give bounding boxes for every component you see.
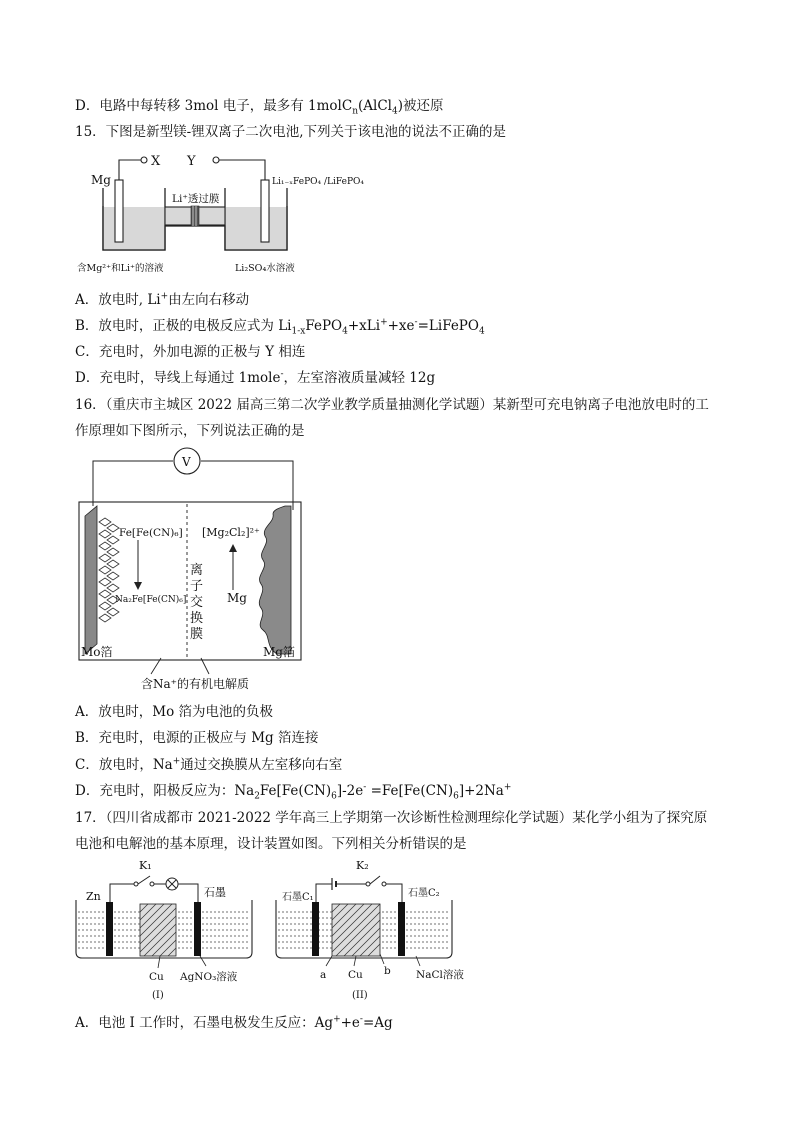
zn-electrode	[106, 902, 113, 956]
q16-option-c: C．放电时，Na+通过交换膜从左室移向右室	[75, 756, 343, 773]
q15-stem: 15．下图是新型镁-锂双离子二次电池,下列关于该电池的说法不正确的是	[75, 124, 507, 140]
cu-label-ii: Cu	[348, 969, 363, 981]
cell-i-label: (I)	[152, 990, 164, 1001]
graphite-label: 石墨	[204, 886, 226, 899]
q15-option-b: B．放电时，正极的电极反应式为 $Li_{1-x}FePO_4+xLi^++xe^-=LiFePO_4$	[75, 317, 485, 337]
graphite-c2-electrode	[398, 902, 405, 956]
membrane-char-1: 离	[190, 563, 204, 578]
na2fe-fe-cn6-label: Na₂Fe[Fe(CN)₆]	[115, 595, 187, 605]
q15-option-d: D．充电时，导线上每通过 1mole-，左室溶液质量减轻 12g	[75, 369, 436, 386]
fe-fe-cn6-label: Fe[Fe(CN)₆]	[119, 527, 183, 539]
graphite-c1-label: 石墨C₁	[282, 892, 314, 903]
membrane-char-5: 膜	[190, 627, 204, 642]
mg-foil	[259, 506, 291, 654]
mg-label: Mg	[227, 591, 247, 605]
q17-stem-line2: 电池和电解池的基本原理，设计装置如图。下列相关分析错误的是	[75, 836, 467, 852]
q16-option-b: B．充电时，电源的正极应与 Mg 箔连接	[75, 730, 319, 746]
li-membrane	[191, 206, 199, 226]
a-label: a	[320, 969, 327, 981]
agno3-label: AgNO₃溶液	[180, 971, 238, 983]
right-electrode-label: Li₁₋ₓFePO₄ /LiFePO₄	[272, 177, 365, 187]
cu-label-i: Cu	[149, 971, 164, 983]
q16-stem-line2: 作原理如下图所示，下列说法正确的是	[75, 423, 305, 439]
q16-option-d: D．充电时，阳极反应为：$Na_2Fe[Fe(CN)_6]-2e^- =Fe[Fe(CN)_6]+2Na^+$	[75, 782, 512, 802]
k1-label: K₁	[139, 859, 152, 872]
mo-foil-label: Mo箔	[81, 645, 113, 659]
cu-block-i	[140, 904, 176, 956]
nacl-label: NaCl溶液	[416, 969, 464, 981]
membrane-char-3: 交	[190, 595, 204, 610]
q17-cell-i-diagram	[70, 856, 270, 1006]
mg-label: Mg	[91, 173, 111, 187]
graphite-c1-electrode	[312, 902, 319, 956]
voltmeter-label: V	[182, 455, 191, 469]
q17-cell-ii-diagram	[270, 856, 500, 1006]
q15-option-c: C．充电时，外加电源的正极与 Y 相连	[75, 344, 306, 360]
q16-battery-diagram	[75, 444, 315, 694]
mg-foil-label: Mg箔	[263, 645, 295, 659]
x-terminal-label: X	[151, 154, 161, 169]
q15-option-a: A．放电时, Li+由左向右移动	[75, 291, 250, 308]
electrolyte-label: 含Na⁺的有机电解质	[141, 677, 249, 691]
b-label: b	[384, 965, 391, 977]
cell-ii-label: (II)	[352, 990, 368, 1001]
graphite-c2-label: 石墨C₂	[408, 888, 440, 899]
membrane-char-4: 换	[190, 611, 204, 626]
y-terminal-label: Y	[187, 154, 196, 169]
q16-option-a: A．放电时，Mo 箔为电池的负极	[75, 704, 273, 720]
q15-battery-diagram	[75, 150, 365, 280]
membrane-label: Li⁺透过膜	[172, 193, 220, 205]
mg2cl2-label: [Mg₂Cl₂]²⁺	[202, 526, 260, 539]
k2-label: K₂	[356, 859, 369, 872]
q17-option-a: A．电池 I 工作时，石墨电极发生反应：Ag++e-=Ag	[75, 1014, 393, 1031]
q17-stem-line1: 17．（四川省成都市 2021-2022 学年高三上学期第一次诊断性检测理综化学试题）某化学小组为了探究原	[75, 810, 708, 826]
q14-option-d: D．电路中每转移 3mol 电子，最多有 1molC$_n$(AlCl$_4$)被还原	[75, 98, 444, 117]
mg-electrode	[115, 180, 123, 242]
lifepo4-electrode	[261, 180, 269, 242]
mo-foil	[85, 506, 97, 654]
right-solution-label: Li₂SO₄水溶液	[235, 263, 295, 274]
left-solution-label: 含Mg²⁺和Li⁺的溶液	[77, 263, 164, 274]
graphite-electrode	[194, 902, 201, 956]
membrane-char-2: 子	[190, 579, 204, 594]
q16-stem-line1: 16．（重庆市主城区 2022 届高三第二次学业教学质量抽测化学试题）某新型可充电钠离子电池放电时的工	[75, 397, 709, 413]
zn-label: Zn	[86, 890, 101, 903]
